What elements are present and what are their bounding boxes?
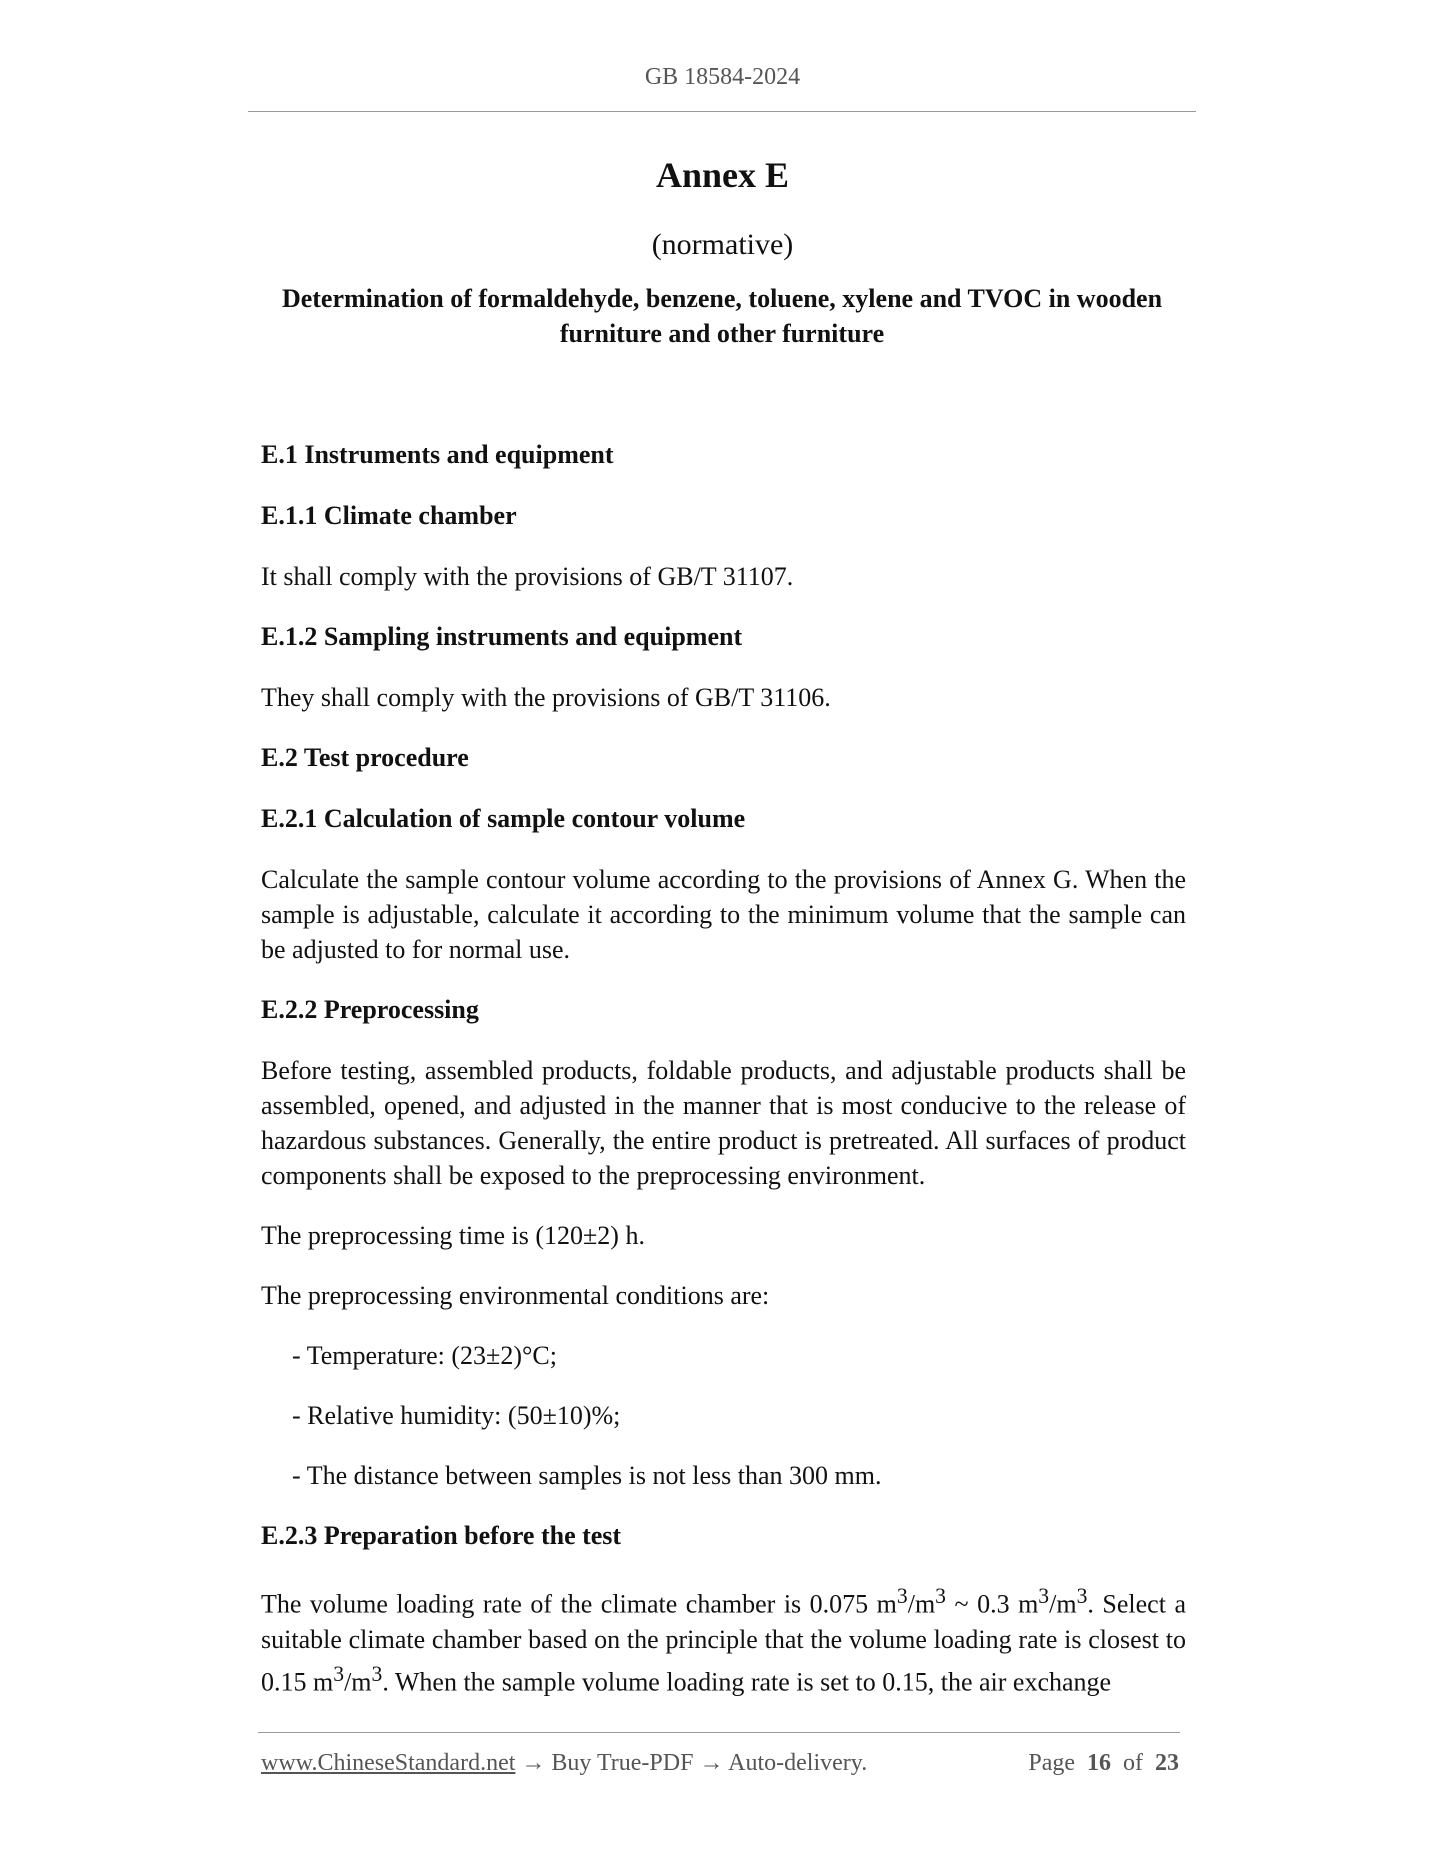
of-label: of: [1123, 1750, 1143, 1776]
section-heading-e2-2: E.2.2 Preprocessing: [261, 995, 479, 1024]
paragraph-conditions-intro: The preprocessing environmental conditions are:: [261, 1281, 770, 1310]
paragraph-e2-1: Calculate the sample contour volume according to the provisions of Annex G. When the sample is adjustable, calculate it according to the minimum volume that the sample can be adjusted to for normal use.: [261, 865, 1186, 964]
superscript: 3: [333, 1661, 345, 1686]
document-header: GB 18584-2024: [644, 64, 801, 90]
section-heading-e2-1: E.2.1 Calculation of sample contour volume: [261, 804, 746, 833]
text-fragment: The volume loading rate of the climate chamber is 0.075 m: [261, 1589, 897, 1619]
section-heading-e2: E.2 Test procedure: [261, 743, 469, 772]
annex-type: (normative): [651, 228, 794, 261]
auto-delivery-text: Auto-delivery.: [728, 1750, 868, 1776]
section-heading-e1-2: E.1.2 Sampling instruments and equipment: [261, 622, 743, 651]
website-link[interactable]: www.ChineseStandard.net: [261, 1750, 516, 1776]
annex-title: Annex E: [655, 155, 790, 195]
page-label: Page: [1028, 1750, 1075, 1776]
arrow-icon: →: [693, 1750, 729, 1776]
text-fragment: /m: [344, 1667, 372, 1697]
text-fragment: . When the sample volume loading rate is set to 0.15, the air exchange: [382, 1667, 1112, 1697]
superscript: 3: [371, 1661, 383, 1686]
text-fragment: /m: [907, 1589, 936, 1619]
arrow-icon: →: [515, 1750, 552, 1776]
footer-promo: [261, 1750, 867, 1777]
text-fragment: /m: [1049, 1589, 1077, 1619]
superscript: 3: [1076, 1584, 1088, 1608]
header-divider: [248, 111, 1196, 112]
annex-subtitle: Determination of formaldehyde, benzene, toluene, xylene and TVOC in wooden furniture and other furniture: [281, 284, 1163, 348]
page-indicator: [1028, 1750, 1179, 1777]
condition-humidity: - Relative humidity: (50±10)%;: [292, 1401, 621, 1430]
condition-distance: - The distance between samples is not less than 300 mm.: [292, 1461, 882, 1490]
page-number: 16: [1087, 1750, 1111, 1776]
footer-divider: [258, 1732, 1180, 1733]
paragraph-e2-2: Before testing, assembled products, foldable products, and adjustable products shall be assembled, opened, and adjusted in the manner that is most conducive to the release of hazardous substances. Generally, the entire product is pretreated. All surfaces of product components shall be exposed to the preprocessing environment.: [261, 1056, 1186, 1190]
paragraph-e1-1: It shall comply with the provisions of GB/T 31107.: [261, 562, 794, 591]
text-fragment: ~ 0.3 m: [946, 1589, 1039, 1619]
text-fragment: . Select a suitable climate chamber based on the principle that the volume loading rate is closest to 0.15 m: [261, 1589, 1186, 1697]
section-heading-e1-1: E.1.1 Climate chamber: [261, 501, 517, 530]
section-heading-e1: E.1 Instruments and equipment: [261, 440, 614, 469]
document-body: [261, 437, 1186, 1724]
superscript: 3: [1038, 1584, 1050, 1608]
paragraph-preprocessing-time: The preprocessing time is (120±2) h.: [261, 1221, 645, 1250]
condition-temperature: - Temperature: (23±2)°C;: [292, 1341, 557, 1370]
superscript: 3: [896, 1584, 908, 1608]
superscript: 3: [935, 1584, 946, 1608]
paragraph-e2-3: [261, 1579, 1186, 1699]
buy-pdf-text: Buy True-PDF: [551, 1750, 694, 1776]
page-total: 23: [1155, 1750, 1179, 1776]
section-heading-e2-3: E.2.3 Preparation before the test: [261, 1521, 622, 1550]
paragraph-e1-2: They shall comply with the provisions of GB/T 31106.: [261, 683, 831, 712]
